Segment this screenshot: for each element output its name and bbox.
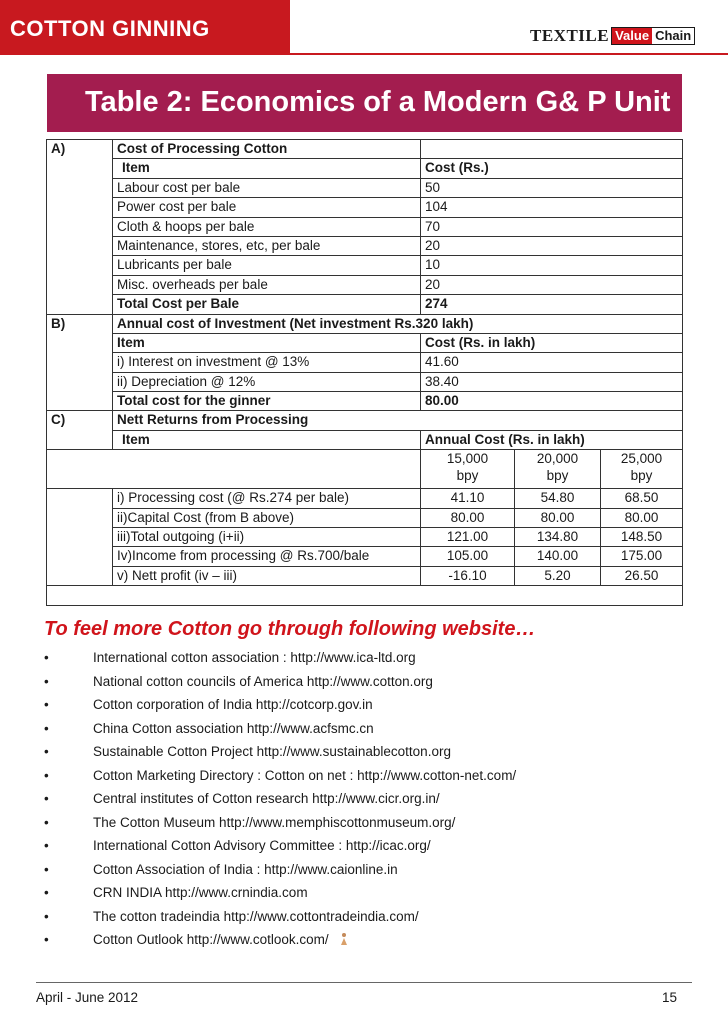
table-row	[47, 295, 683, 314]
row-item: ii) Depreciation @ 12%	[113, 372, 421, 391]
figure-icon	[339, 932, 349, 946]
row-cost: 38.40	[421, 372, 683, 391]
cost-header: Annual Cost (Rs. in lakh)	[421, 430, 683, 449]
bullet: •	[44, 838, 49, 853]
row-item: Iv)Income from processing @ Rs.700/bale	[113, 547, 421, 566]
website-list	[44, 648, 704, 954]
table-row	[47, 508, 683, 527]
row-cost: 50	[421, 178, 683, 197]
row-cost: 20	[421, 236, 683, 255]
footer-rule	[36, 982, 692, 983]
column-header: 20,000 bpy	[515, 450, 601, 489]
table-row	[47, 586, 683, 605]
row-value: 5.20	[515, 566, 601, 585]
cost-header: Cost (Rs.)	[421, 159, 683, 178]
table-row	[47, 159, 683, 178]
row-item: iii)Total outgoing (i+ii)	[113, 528, 421, 547]
list-item	[44, 789, 704, 813]
table-row	[47, 430, 683, 449]
website-link[interactable]: International Cotton Advisory Committee : http://icac.org/	[93, 838, 431, 853]
table-row	[47, 411, 683, 430]
list-item	[44, 907, 704, 931]
list-item	[44, 930, 704, 954]
list-item	[44, 695, 704, 719]
total-value: 274	[421, 295, 683, 314]
section-label: B)	[47, 314, 113, 333]
list-item	[44, 836, 704, 860]
row-value: 140.00	[515, 547, 601, 566]
item-header: Item	[113, 430, 421, 449]
section-label: A)	[47, 140, 113, 159]
brand-value: Value	[612, 28, 652, 44]
cost-header: Cost (Rs. in lakh)	[421, 333, 683, 352]
item-header: Item	[113, 159, 421, 178]
table-row	[47, 140, 683, 159]
row-item: Labour cost per bale	[113, 178, 421, 197]
header-rule	[290, 53, 728, 55]
table-row	[47, 353, 683, 372]
page-number: 15	[662, 990, 678, 1005]
row-value: 148.50	[601, 528, 683, 547]
row-item: Maintenance, stores, etc, per bale	[113, 236, 421, 255]
row-value: 134.80	[515, 528, 601, 547]
table-row	[47, 275, 683, 294]
row-cost: 20	[421, 275, 683, 294]
column-header: 25,000 bpy	[601, 450, 683, 489]
table-row	[47, 528, 683, 547]
row-item: Power cost per bale	[113, 198, 421, 217]
bullet: •	[44, 908, 49, 924]
row-value: 68.50	[601, 489, 683, 508]
list-item	[44, 766, 704, 790]
table-row	[47, 450, 683, 489]
website-link[interactable]: Cotton Outlook http://www.cotlook.com/	[93, 932, 329, 947]
row-item: i) Interest on investment @ 13%	[113, 353, 421, 372]
website-link[interactable]: National cotton councils of America http://www.cotton.org	[93, 673, 433, 689]
row-item: i) Processing cost (@ Rs.274 per bale)	[113, 489, 421, 508]
bullet: •	[44, 673, 49, 689]
website-link[interactable]: Cotton Association of India : http://www.caionline.in	[93, 861, 398, 877]
section-label: C)	[47, 411, 113, 430]
total-label: Total Cost per Bale	[113, 295, 421, 314]
row-value: 121.00	[421, 528, 515, 547]
section-header-bar	[0, 0, 290, 55]
economics-table	[46, 139, 683, 606]
website-link[interactable]: Central institutes of Cotton research http://www.cicr.org.in/	[93, 791, 440, 806]
table-row	[47, 547, 683, 566]
list-item	[44, 742, 704, 766]
row-cost: 10	[421, 256, 683, 275]
row-item: v) Nett profit (iv – iii)	[113, 566, 421, 585]
bullet: •	[44, 814, 49, 830]
row-value: 54.80	[515, 489, 601, 508]
table-row	[47, 392, 683, 411]
row-value: 80.00	[421, 508, 515, 527]
row-value: 80.00	[601, 508, 683, 527]
website-link[interactable]: Cotton Marketing Directory : Cotton on net : http://www.cotton-net.com/	[93, 767, 517, 783]
table-row	[47, 198, 683, 217]
table-title-band	[47, 74, 682, 132]
row-cost: 104	[421, 198, 683, 217]
row-value: -16.10	[421, 566, 515, 585]
list-item	[44, 813, 704, 837]
bullet: •	[44, 885, 49, 900]
bullet: •	[44, 861, 49, 877]
table-row	[47, 489, 683, 508]
section-heading: Cost of Processing Cotton	[113, 140, 421, 159]
issue-date: April - June 2012	[36, 990, 139, 1005]
website-link[interactable]: The cotton tradeindia http://www.cottontradeindia.com/	[93, 908, 419, 924]
bullet: •	[44, 697, 49, 712]
table-row	[47, 333, 683, 352]
row-cost: 41.60	[421, 353, 683, 372]
list-item	[44, 860, 704, 884]
brand-textile: TEXTILE	[530, 26, 610, 45]
bullet: •	[44, 650, 49, 665]
total-label: Total cost for the ginner	[113, 392, 421, 411]
bullet: •	[44, 791, 49, 806]
section-label: COTTON GINNING	[10, 16, 210, 41]
row-value: 80.00	[515, 508, 601, 527]
brand-value-chain	[611, 27, 695, 45]
total-value: 80.00	[421, 392, 683, 411]
list-item	[44, 719, 704, 743]
table-row	[47, 314, 683, 333]
row-item: ii)Capital Cost (from B above)	[113, 508, 421, 527]
bullet: •	[44, 720, 49, 736]
table-row	[47, 217, 683, 236]
table-title: Table 2: Economics of a Modern G& P Unit	[85, 86, 671, 118]
row-value: 175.00	[601, 547, 683, 566]
website-link[interactable]: China Cotton association http://www.acfsmc.cn	[93, 720, 374, 736]
website-link[interactable]: International cotton association : http://www.ica-ltd.org	[93, 650, 416, 665]
website-link[interactable]: CRN INDIA http://www.crnindia.com	[93, 885, 308, 900]
bullet: •	[44, 767, 49, 783]
table-row	[47, 178, 683, 197]
website-link[interactable]: Cotton corporation of India http://cotcorp.gov.in	[93, 697, 373, 712]
row-item: Cloth & hoops per bale	[113, 217, 421, 236]
section-heading: Annual cost of Investment (Net investment Rs.320 lakh)	[113, 314, 683, 333]
row-item: Misc. overheads per bale	[113, 275, 421, 294]
list-item	[44, 672, 704, 696]
links-heading: To feel more Cotton go through following website…	[44, 618, 536, 640]
table-row	[47, 256, 683, 275]
website-link[interactable]: Sustainable Cotton Project http://www.sustainablecotton.org	[93, 744, 451, 759]
row-cost: 70	[421, 217, 683, 236]
brand-chain: Chain	[652, 28, 694, 44]
list-item	[44, 648, 704, 672]
section-heading: Nett Returns from Processing	[113, 411, 683, 430]
bullet: •	[44, 932, 49, 947]
row-value: 105.00	[421, 547, 515, 566]
item-header: Item	[113, 333, 421, 352]
bullet: •	[44, 744, 49, 759]
row-value: 41.10	[421, 489, 515, 508]
table-row	[47, 566, 683, 585]
row-value: 26.50	[601, 566, 683, 585]
table-row	[47, 236, 683, 255]
website-link[interactable]: The Cotton Museum http://www.memphiscottonmuseum.org/	[93, 814, 456, 830]
table-row	[47, 372, 683, 391]
row-item: Lubricants per bale	[113, 256, 421, 275]
brand-logo	[530, 26, 695, 46]
list-item	[44, 883, 704, 907]
column-header: 15,000 bpy	[421, 450, 515, 489]
